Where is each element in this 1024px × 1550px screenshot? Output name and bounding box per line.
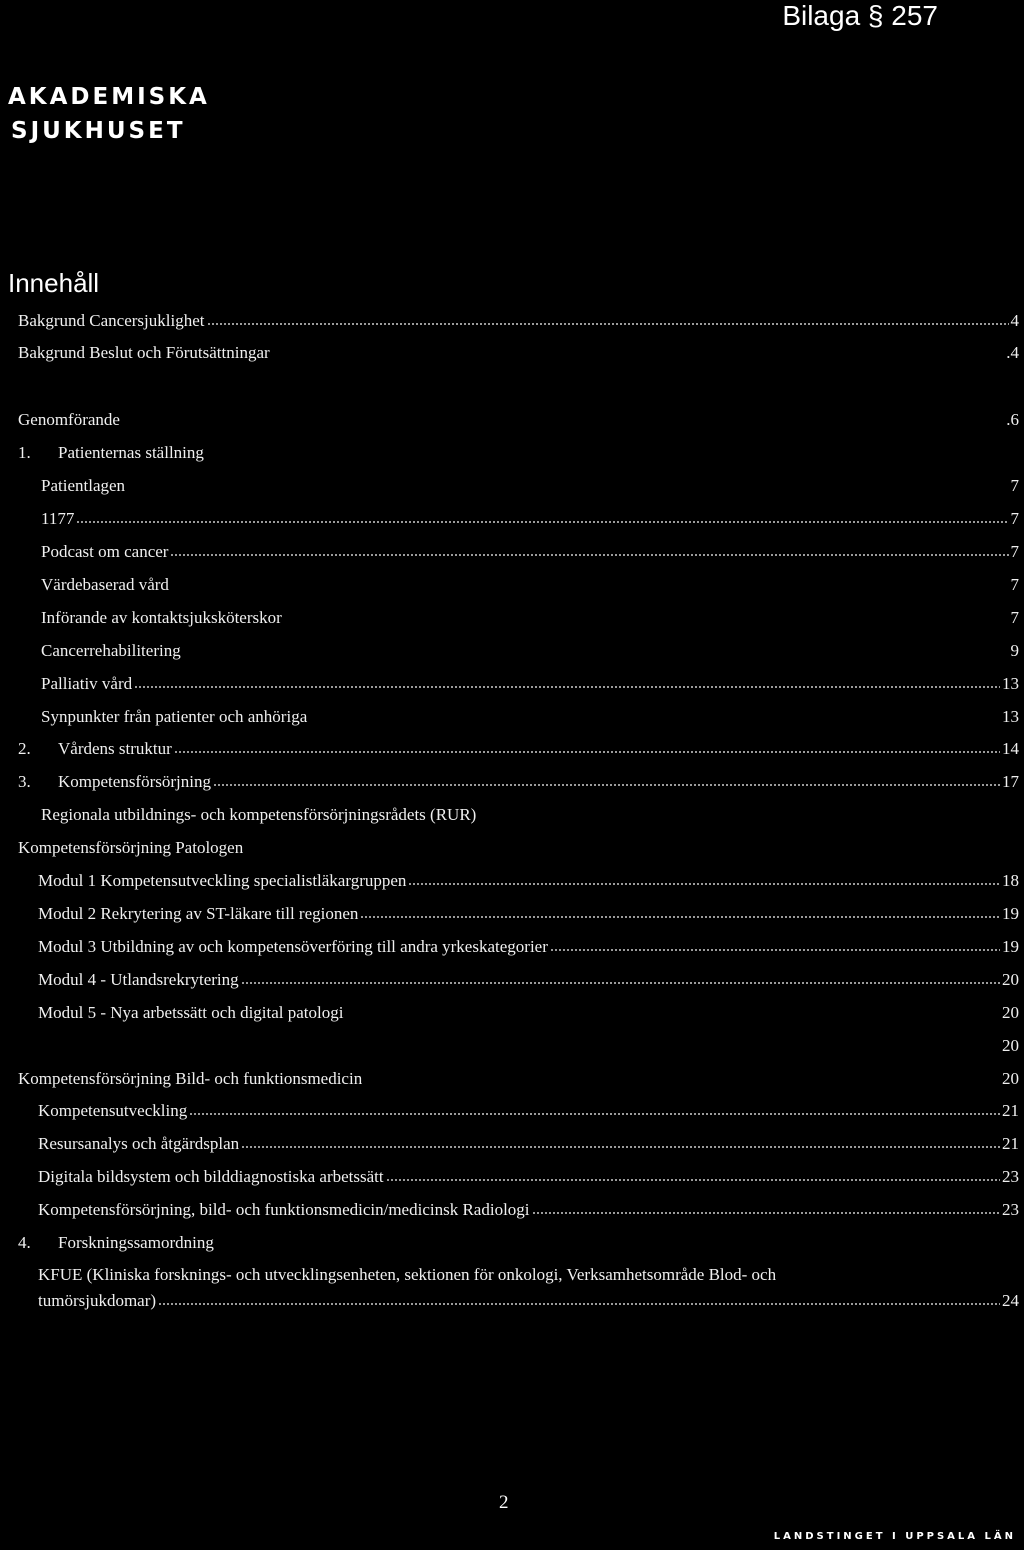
logo-line-1: AKADEMISKA (8, 84, 210, 110)
toc-entry[interactable]: Patientlagen 7 (41, 476, 1019, 495)
toc-page: 13 (1002, 707, 1019, 726)
toc-entry[interactable]: Cancerrehabilitering 9 (41, 641, 1019, 660)
toc-entry[interactable]: Bakgrund Beslut och Förutsättningar .4 (18, 343, 1019, 362)
toc-entry[interactable]: 2. Vårdens struktur 14 (18, 739, 1019, 758)
toc-page: 7 (1010, 542, 1019, 561)
toc-page: 20 (1002, 970, 1019, 989)
toc-heading: Innehåll (8, 268, 100, 298)
toc-entry[interactable]: Bakgrund Cancersjuklighet 4 (18, 311, 1019, 330)
toc-page: 20 (1002, 1036, 1019, 1055)
toc-entry[interactable]: Digitala bildsystem och bilddiagnostiska arbetssätt 23 (38, 1167, 1019, 1186)
toc-page: 24 (1002, 1291, 1019, 1310)
toc-page: 20 (1002, 1003, 1019, 1022)
attachment-label: Bilaga § 257 (782, 0, 938, 31)
toc-page: 13 (1002, 674, 1019, 693)
footer-organization: LANDSTINGET I UPPSALA LÄN (773, 1531, 1016, 1542)
toc-entry[interactable]: Kompetensförsörjning Bild- och funktionsmedicin 20 (18, 1069, 1019, 1088)
toc-entry[interactable]: Modul 4 - Utlandsrekrytering 20 (38, 970, 1019, 989)
toc-page: .6 (1006, 410, 1019, 429)
toc-entry[interactable]: 1177 7 (41, 509, 1019, 528)
toc-page: 19 (1002, 937, 1019, 956)
toc-page: .4 (1006, 343, 1019, 362)
toc-entry[interactable]: Modul 5 - Nya arbetssätt och digital patologi 20 (38, 1003, 1019, 1022)
toc-page: 23 (1002, 1200, 1019, 1219)
toc-entry[interactable]: 3. Kompetensförsörjning 17 (18, 772, 1019, 791)
toc-entry[interactable]: Modul 2 Rekrytering av ST-läkare till regionen 19 (38, 904, 1019, 923)
toc-entry[interactable]: Regionala utbildnings- och kompetensförsörjningsrådets (RUR) (41, 805, 477, 824)
toc-entry[interactable]: Genomförande .6 (18, 410, 1019, 429)
toc-entry[interactable]: Värdebaserad vård 7 (41, 575, 1019, 594)
logo-line-2: SJUKHUSET (11, 118, 186, 144)
toc-page: 21 (1002, 1134, 1019, 1153)
toc-page: 18 (1002, 871, 1019, 890)
toc-entry[interactable]: Resursanalys och åtgärdsplan 21 (38, 1134, 1019, 1153)
toc-page: 14 (1002, 739, 1019, 758)
page-number: 2 (499, 1492, 509, 1513)
toc-page: 19 (1002, 904, 1019, 923)
toc-entry[interactable] (38, 1034, 1019, 1057)
toc-page: 7 (1010, 509, 1019, 528)
toc-page: 20 (1002, 1069, 1019, 1088)
toc-entry[interactable]: Podcast om cancer 7 (41, 542, 1019, 561)
toc-entry[interactable]: Modul 3 Utbildning av och kompetensöverföring till andra yrkeskategorier 19 (38, 937, 1019, 956)
toc-entry[interactable]: Modul 1 Kompetensutveckling specialistläkargruppen 18 (38, 871, 1019, 890)
toc-entry[interactable]: 1. Patienternas ställning (18, 443, 204, 462)
toc-entry[interactable]: Kompetensutveckling 21 (38, 1101, 1019, 1120)
toc-page: 4 (1010, 311, 1019, 330)
toc-entry[interactable]: KFUE (Kliniska forsknings- och utvecklingsenheten, sektionen för onkologi, Verksamhetsområde Blod- och tumörsjukdomar) 24 (38, 1265, 1019, 1310)
toc-entry[interactable]: Palliativ vård 13 (41, 674, 1019, 693)
toc-entry[interactable]: Kompetensförsörjning Patologen (18, 838, 244, 857)
toc-entry[interactable]: Synpunkter från patienter och anhöriga 13 (41, 707, 1019, 726)
toc-entry[interactable]: Kompetensförsörjning, bild- och funktionsmedicin/medicinsk Radiologi 23 (38, 1200, 1019, 1219)
toc-page: 17 (1002, 772, 1019, 791)
toc-page: 9 (1010, 641, 1019, 660)
toc-entry[interactable]: Införande av kontaktsjuksköterskor 7 (41, 608, 1019, 627)
toc-page: 7 (1010, 476, 1019, 495)
toc-page: 7 (1010, 608, 1019, 627)
toc-page: 21 (1002, 1101, 1019, 1120)
toc-page: 7 (1010, 575, 1019, 594)
toc-page: 23 (1002, 1167, 1019, 1186)
toc-entry[interactable]: 4. Forskningssamordning (18, 1233, 214, 1252)
